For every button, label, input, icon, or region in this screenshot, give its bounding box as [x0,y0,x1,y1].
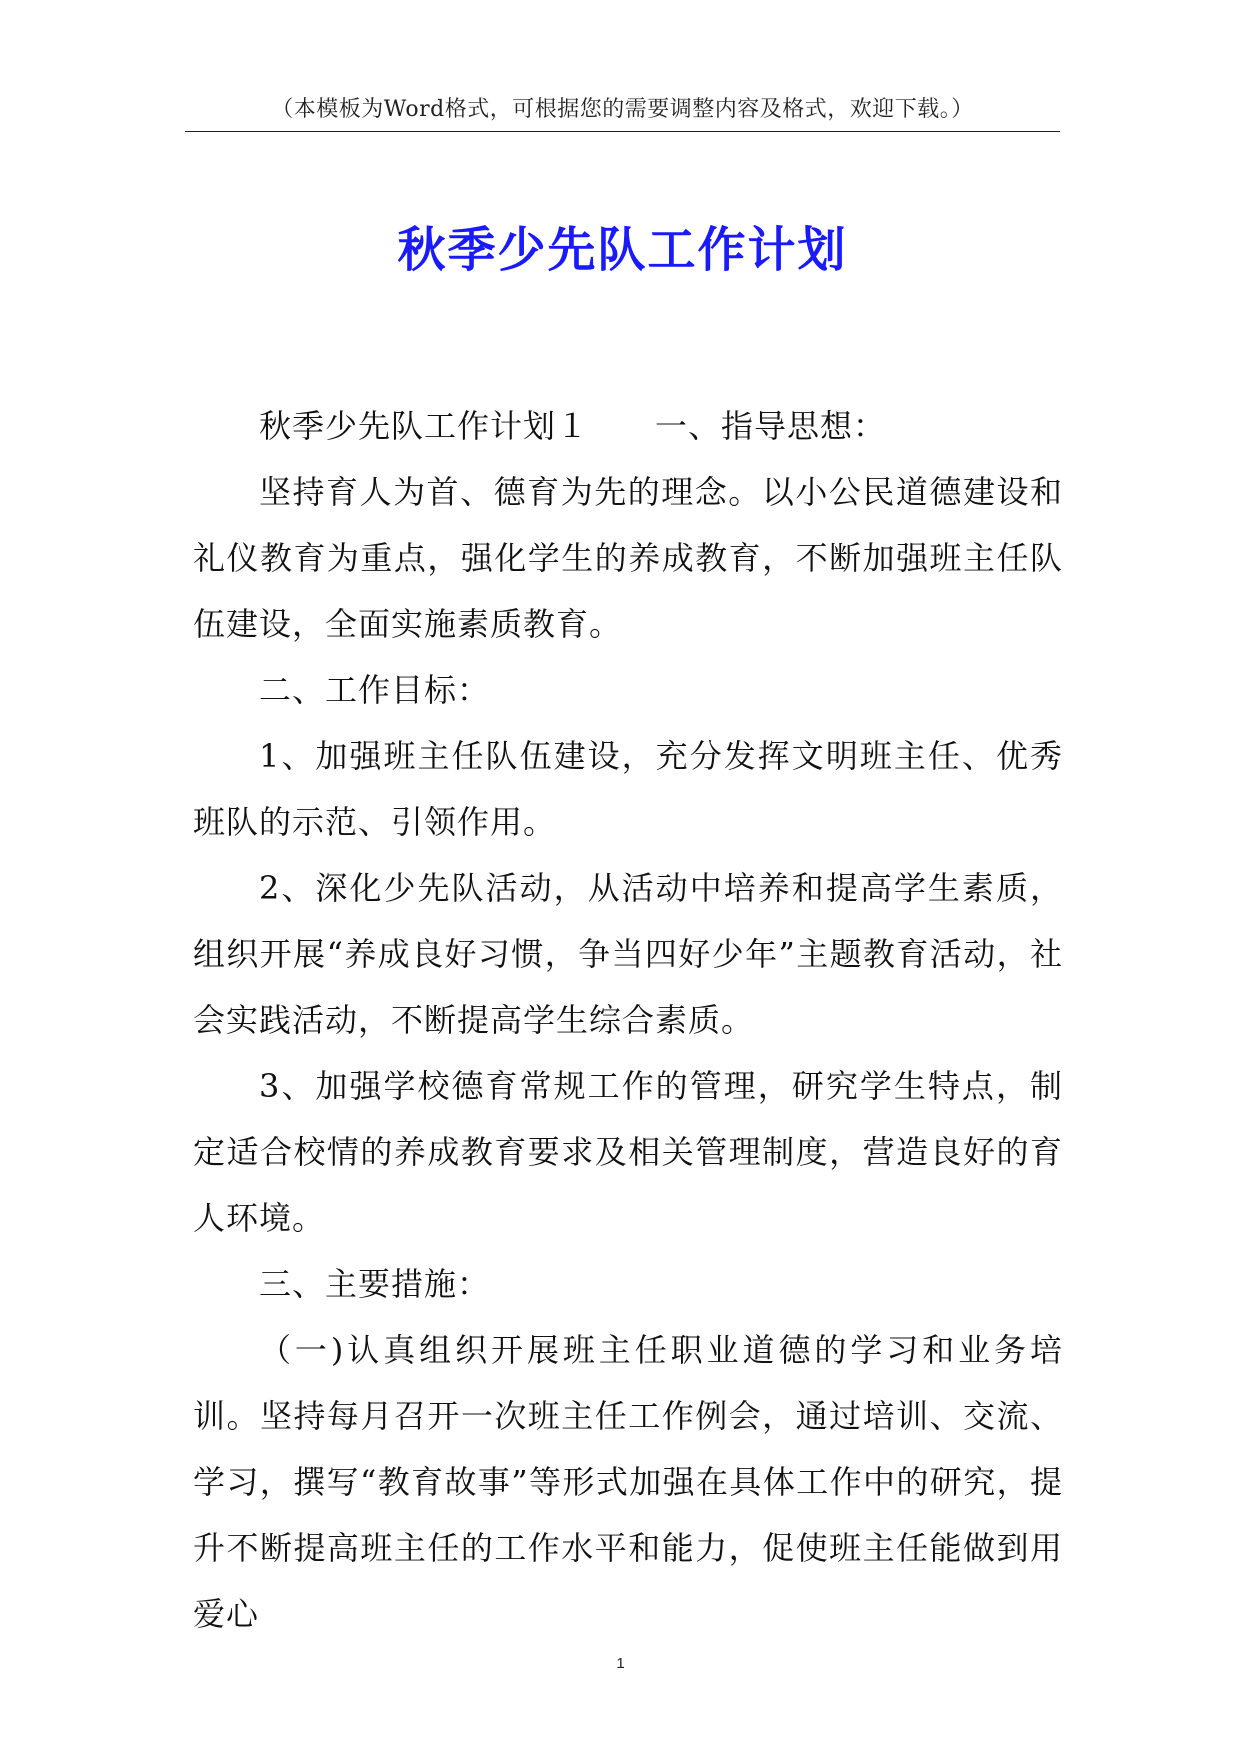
paragraph-measures-heading: 三、主要措施： [259,1265,491,1303]
header-note: （本模板为Word格式，可根据您的需要调整内容及格式，欢迎下载。） [271,97,974,122]
header-divider [185,131,1060,132]
paragraph-guiding-ideology: 坚持育人为首、德育为先的理念。以小公民道德建设和礼仪教育为重点，强化学生的养成教育，不断加强班主任队伍建设，全面实施素质教育。 [193,473,1063,643]
document-title: 秋季少先队工作计划 [397,222,848,278]
paragraph-plan-heading: 秋季少先队工作计划１ 一、指导思想： [259,407,887,445]
paragraph-goal-3: 3、加强学校德育常规工作的管理，研究学生特点，制定适合校情的养成教育要求及相关管理制度，营造良好的育人环境。 [193,1067,1063,1237]
page-number: 1 [616,1655,625,1672]
document-body [193,393,1063,1647]
paragraph-goal-2: 2、深化少先队活动，从活动中培养和提高学生素质，组织开展“养成良好习惯，争当四好少年”主题教育活动，社会实践活动，不断提高学生综合素质。 [193,869,1063,1039]
paragraph-goal-1: 1、加强班主任队伍建设，充分发挥文明班主任、优秀班队的示范、引领作用。 [193,737,1063,841]
paragraph-measure-1: （一)认真组织开展班主任职业道德的学习和业务培训。坚持每月召开一次班主任工作例会，通过培训、交流、学习，撰写“教育故事”等形式加强在具体工作中的研究，提升不断提高班主任的工作水平和能力，促使班主任能做到用爱心 [193,1331,1063,1633]
paragraph-goals-heading: 二、工作目标： [259,671,491,709]
